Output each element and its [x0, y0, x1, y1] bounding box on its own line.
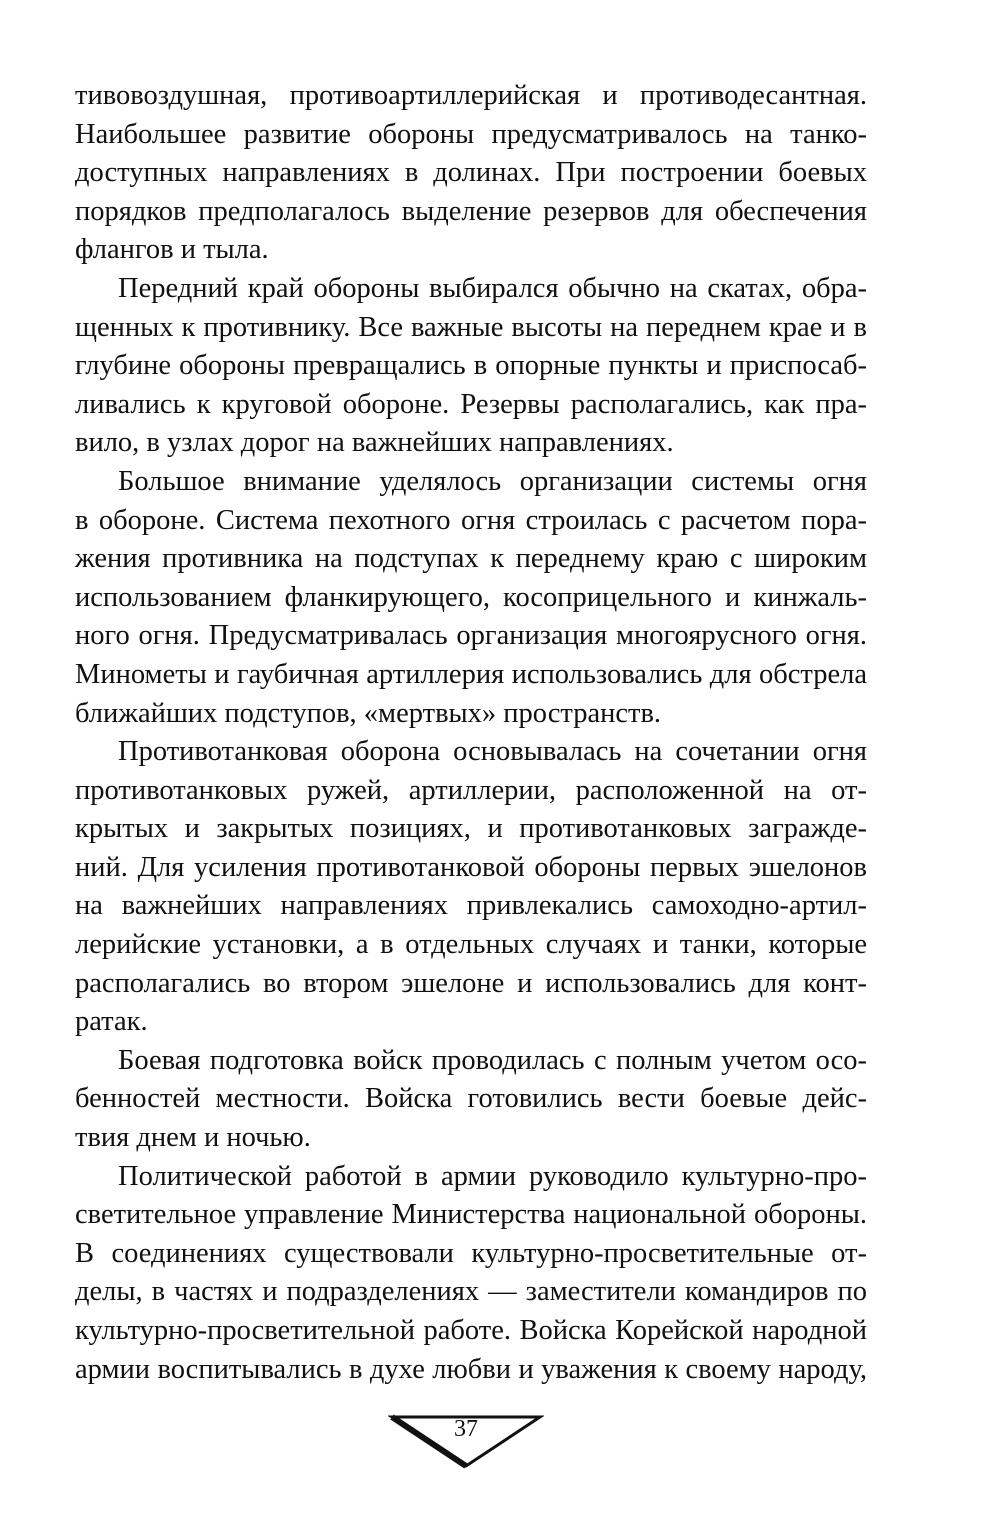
- text-line: Наибольшее развитие обороны предусматривалось на танко-: [75, 118, 867, 150]
- text-line: тивовоздушная, противоартиллерийская и противодесантная.: [75, 80, 867, 111]
- text-line: бенностей местности. Войска готовились вести боевые дейс-: [75, 1083, 867, 1115]
- text-line: делы, в частях и подразделениях — заместители командиров по: [75, 1276, 867, 1308]
- text-line: ливались к круговой обороне. Резервы располагались, как пра-: [75, 388, 867, 420]
- text-line: в обороне. Система пехотного огня строилась с расчетом пора-: [75, 504, 867, 536]
- text-line: щенных к противнику. Все важные высоты на переднем крае и в: [75, 311, 867, 343]
- paragraph: [75, 1042, 867, 1158]
- page-body: [75, 77, 867, 1389]
- text-line: ний. Для усиления противотанковой обороны первых эшелонов: [75, 851, 867, 883]
- text-line: Политической работой в армии руководило культурно-про-: [118, 1160, 867, 1192]
- text-line: В соединениях существовали культурно-просветительные от-: [75, 1237, 867, 1269]
- text-line: Противотанковая оборона основывалась на сочетании огня: [118, 736, 867, 768]
- text-line: ратак.: [75, 1006, 148, 1038]
- page-number: 37: [454, 1416, 478, 1442]
- text-line: ного огня. Предусматривалась организация многоярусного огня.: [75, 620, 867, 652]
- page-number-marker: [388, 1414, 544, 1470]
- text-line: армии воспитывались в духе любви и уважения к своему народу,: [75, 1353, 867, 1385]
- paragraph: [75, 270, 867, 463]
- paragraph: [75, 463, 867, 733]
- text-line: жения противника на подступах к переднему краю с широким: [75, 543, 867, 575]
- text-line: Большое внимание уделялось организации системы огня: [118, 465, 867, 497]
- text-line: на важнейших направлениях привлекались самоходно-артил-: [75, 890, 867, 922]
- text-line: Боевая подготовка войск проводилась с полным учетом осо-: [118, 1044, 867, 1076]
- text-line: лерийские установки, а в отдельных случаях и танки, которые: [75, 929, 867, 961]
- paragraph: [75, 77, 867, 270]
- text-line: противотанковых ружей, артиллерии, расположенной на от-: [75, 774, 867, 806]
- text-line: располагались во втором эшелоне и использовались для конт-: [75, 967, 867, 999]
- text-line: Минометы и гаубичная артиллерия использовались для обстрела: [75, 658, 867, 690]
- text-line: порядков предполагалось выделение резервов для обеспечения: [75, 195, 867, 227]
- paragraph: [75, 1158, 867, 1390]
- text-line: глубине обороны превращались в опорные пункты и приспосаб-: [75, 350, 867, 382]
- paragraph: [75, 733, 867, 1042]
- text-line: доступных направлениях в долинах. При построении боевых: [75, 157, 867, 189]
- text-line: использованием фланкирующего, косоприцельного и кинжаль-: [75, 581, 867, 613]
- text-line: ближайших подступов, «мертвых» пространств.: [75, 697, 662, 729]
- text-line: светительное управление Министерства национальной обороны.: [75, 1199, 867, 1231]
- text-line: твия днем и ночью.: [75, 1122, 311, 1154]
- text-line: культурно-просветительной работе. Войска Корейской народной: [75, 1315, 867, 1346]
- text-line: вило, в узлах дорог на важнейших направлениях.: [75, 427, 674, 459]
- text-line: Передний край обороны выбирался обычно на скатах, обра-: [118, 272, 867, 304]
- text-line: крытых и закрытых позициях, и противотанковых загражде-: [75, 813, 867, 845]
- text-line: флангов и тыла.: [75, 234, 269, 266]
